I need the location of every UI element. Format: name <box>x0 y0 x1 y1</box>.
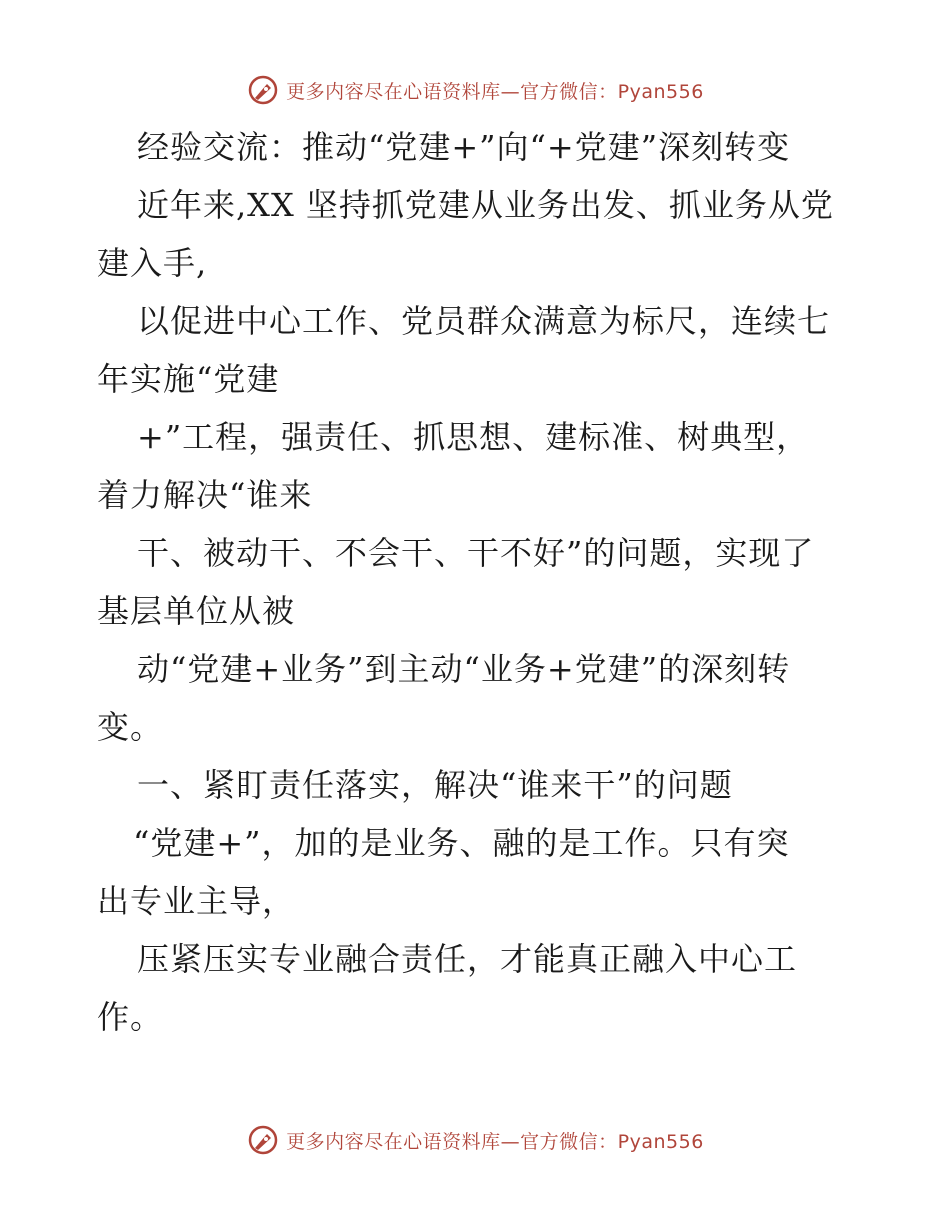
paragraph-line: 变。 <box>97 708 164 746</box>
paragraph-line: 年实施“党建 <box>97 360 280 398</box>
paragraph-line: +”工程，强责任、抓思想、建标准、树典型， <box>137 418 810 456</box>
header-watermark <box>0 70 950 110</box>
footer-watermark <box>0 1120 950 1160</box>
paragraph-line: 干、被动干、不会干、干不好”的问题，实现了 <box>137 534 815 572</box>
paragraph-line: 建入手, <box>97 244 208 282</box>
watermark-text: 更多内容尽在心语资料库—官方微信：Pyan556 <box>286 80 704 103</box>
paragraph-line: 基层单位从被 <box>97 592 296 630</box>
section-heading: 一、紧盯责任落实，解决“谁来干”的问题 <box>137 766 733 804</box>
paragraph-line: 近年来,XX 坚持抓党建从业务出发、抓业务从党 <box>137 186 834 224</box>
paragraph-line: 着力解决“谁来 <box>97 476 313 514</box>
paragraph-line: 动“党建+业务”到主动“业务+党建”的深刻转 <box>137 650 791 688</box>
pen-nib-logo-icon <box>246 1123 280 1157</box>
document-body <box>97 118 857 1046</box>
document-title: 经验交流：推动“党建+”向“+党建”深刻转变 <box>137 128 791 166</box>
watermark-text: 更多内容尽在心语资料库—官方微信：Pyan556 <box>286 1130 704 1153</box>
paragraph-line: 作。 <box>97 998 164 1036</box>
paragraph-line: 压紧压实专业融合责任，才能真正融入中心工 <box>137 940 798 978</box>
paragraph-line: “党建+”，加的是业务、融的是工作。只有突 <box>133 824 790 862</box>
paragraph-line: 以促进中心工作、党员群众满意为标尺，连续七 <box>137 302 831 340</box>
pen-nib-logo-icon <box>246 73 280 107</box>
paragraph-line: 出专业主导， <box>97 882 296 920</box>
